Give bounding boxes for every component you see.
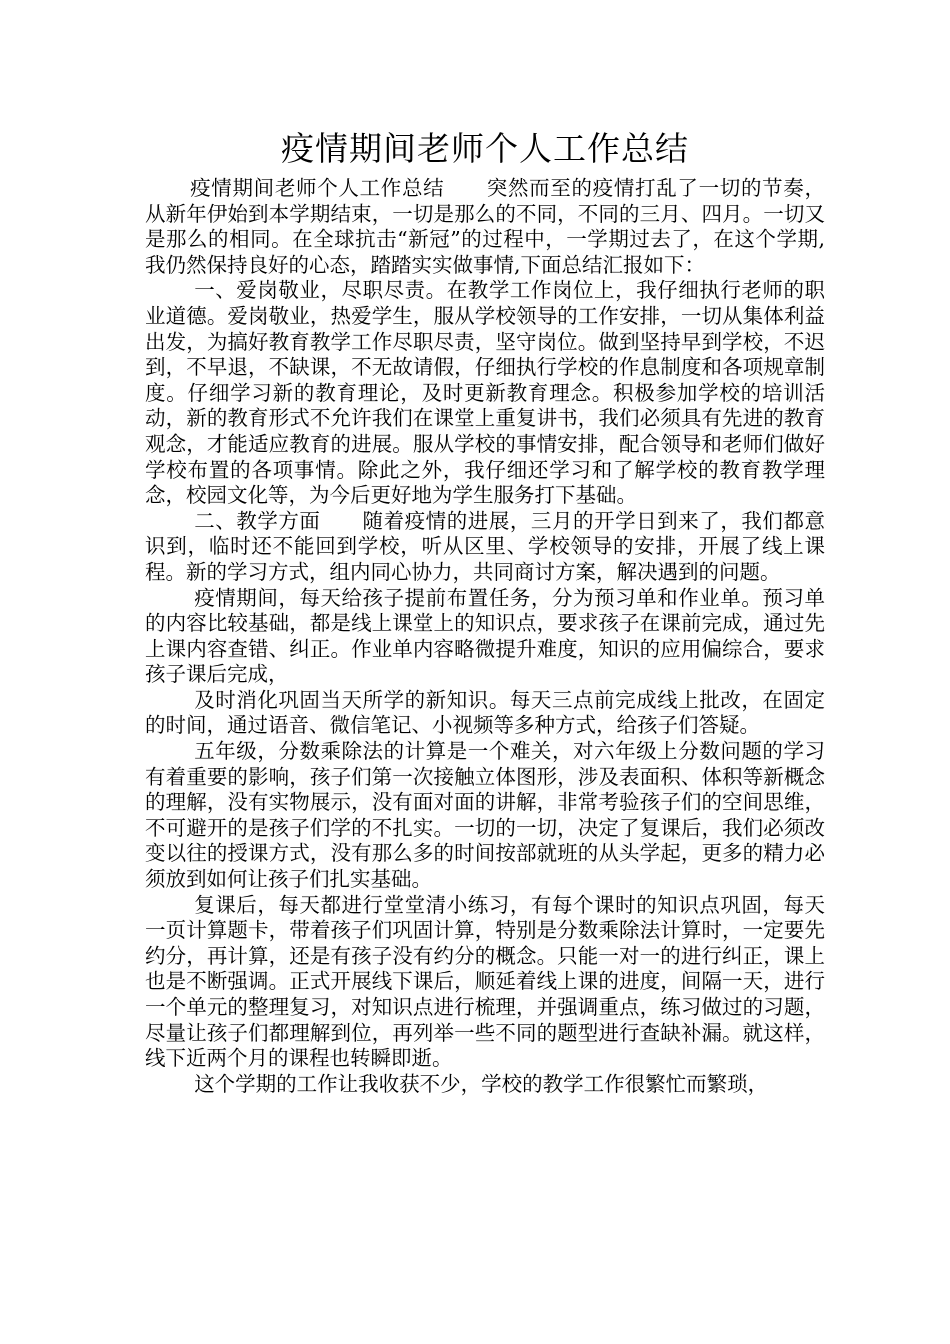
paragraph-intro: 疫情期间老师个人工作总结 突然而至的疫情打乱了一切的节奏，从新年伊始到本学期结束，一切是那么的不同，不同的三月、四月。一切又是那么的相同。在全球抗击“新冠”的过程中，一学期过去了，在这个学期,我仍然保持良好的心态，踏踏实实做事情,下面总结汇报如下： — [145, 176, 825, 277]
document-page — [145, 128, 825, 1097]
paragraph-digest-knowledge: 及时消化巩固当天所学的新知识。每天三点前完成线上批改，在固定的时间，通过语音、微信笔记、小视频等多种方式，给孩子们答疑。 — [145, 687, 825, 738]
paragraph-grade-five: 五年级，分数乘除法的计算是一个难关，对六年级上分数问题的学习有着重要的影响，孩子们第一次接触立体图形，涉及表面积、体积等新概念的理解，没有实物展示，没有面对面的讲解，非常考验孩子们的空间思维，不可避开的是孩子们学的不扎实。一切的一切，决定了复课后，我们必须改变以往的授课方式，没有那么多的时间按部就班的从头学起，更多的精力必须放到如何让孩子们扎实基础。 — [145, 739, 825, 892]
paragraph-daily-tasks: 疫情期间，每天给孩子提前布置任务，分为预习单和作业单。预习单的内容比较基础，都是线上课堂上的知识点，要求孩子在课前完成，通过先上课内容查错、纠正。作业单内容略微提升难度，知识的应用偏综合，要求孩子课后完成， — [145, 585, 825, 687]
paragraph-after-resumption: 复课后，每天都进行堂堂清小练习，有每个课时的知识点巩固，每天一页计算题卡，带着孩子们巩固计算，特别是分数乘除法计算时，一定要先约分，再计算，还是有孩子没有约分的概念。只能一对一的进行纠正，课上也是不断强调。正式开展线下课后，顺延着线上课的进度，间隔一天，进行一个单元的整理复习，对知识点进行梳理，并强调重点，练习做过的习题，尽量让孩子们都理解到位，再列举一些不同的题型进行查缺补漏。就这样，线下近两个月的课程也转瞬即逝。 — [145, 892, 825, 1071]
paragraph-section-one: 一、爱岗敬业，尽职尽责。在教学工作岗位上，我仔细执行老师的职业道德。爱岗敬业，热爱学生，服从学校领导的工作安排，一切从集体利益出发，为搞好教育教学工作尽职尽责，坚守岗位。做到坚持早到学校，不迟到，不早退，不缺课，不无故请假，仔细执行学校的作息制度和各项规章制度。仔细学习新的教育理论，及时更新教育理念。积极参加学校的培训活动，新的教育形式不允许我们在课堂上重复讲书，我们必须具有先进的教育观念，才能适应教育的进展。服从学校的事情安排，配合领导和老师们做好学校布置的各项事情。除此之外，我仔细还学习和了解学校的教育教学理念，校园文化等，为今后更好地为学生服务打下基础。 — [145, 278, 825, 508]
paragraph-section-two: 二、教学方面 随着疫情的进展，三月的开学日到来了，我们都意识到，临时还不能回到学校，听从区里、学校领导的安排，开展了线上课程。新的学习方式，组内同心协力，共同商讨方案，解决遇到的问题。 — [145, 508, 825, 584]
document-title: 疫情期间老师个人工作总结 — [281, 129, 689, 168]
paragraph-semester-reflection: 这个学期的工作让我收获不少，学校的教学工作很繁忙而繁琐， — [194, 1071, 769, 1096]
